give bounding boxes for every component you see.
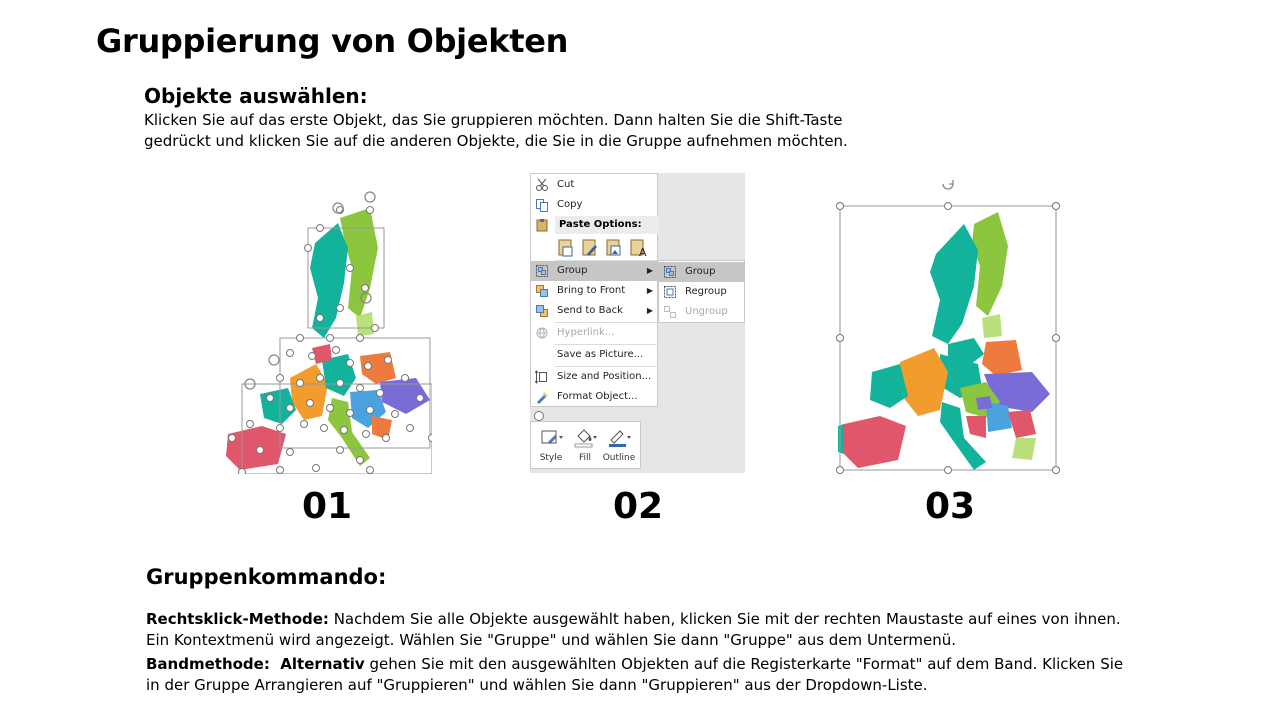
menu-item-size-and-position[interactable]: Size and Position... xyxy=(531,367,659,387)
paste-options-header: Paste Options: xyxy=(555,216,659,234)
group-icon xyxy=(535,264,549,278)
rotate-handle-icon xyxy=(943,180,953,189)
submenu-arrow-icon: ▶ xyxy=(646,286,653,295)
selection-handle xyxy=(534,411,544,421)
map-ungrouped-image xyxy=(220,188,432,474)
outline-pen-icon xyxy=(606,426,632,448)
section-text-select: Klicken Sie auf das erste Objekt, das Sie gruppieren möchten. Dann halten Sie die Shift-Taste gedrückt und klicken Sie auf die anderen Objekte, die Sie in die Gruppe aufnehmen möchten. xyxy=(144,111,848,150)
ribbon-method-paragraph: Bandmethode: Alternativ gehen Sie mit den ausgewählten Objekten auf die Registerkarte "Format" auf dem Band. Klicken Sie in der Gruppe Arrangieren auf "Gruppieren" und wählen Sie dann "Gruppieren" aus der Dropdown-Liste. xyxy=(146,655,1124,694)
paste-picture-icon xyxy=(607,240,620,255)
hyperlink-icon xyxy=(535,326,549,340)
step-number-02: 02 xyxy=(613,486,664,527)
paste-keep-source-icon xyxy=(559,240,572,256)
ungroup-icon xyxy=(663,305,677,319)
group-command-text xyxy=(146,609,1136,696)
copy-icon xyxy=(535,198,549,212)
right-click-method-paragraph: Rechtsklick-Methode: Nachdem Sie alle Objekte ausgewählt haben, klicken Sie mit der rechten Maustaste auf eines von ihnen. Ein Kontextmenü wird angezeigt. Wählen Sie "Gruppe" und wählen Sie dann "Gruppe" aus dem Untermenü. xyxy=(146,610,1121,649)
map-shapes xyxy=(838,212,1050,470)
submenu-arrow-icon: ▶ xyxy=(646,306,653,315)
step-number-03: 03 xyxy=(925,486,976,527)
menu-item-cut[interactable]: Cut xyxy=(531,175,659,195)
bring-to-front-icon xyxy=(535,284,549,298)
style-button[interactable]: Style xyxy=(533,426,569,466)
context-menu-screenshot xyxy=(530,173,745,473)
size-position-icon xyxy=(535,370,549,384)
submenu-arrow-icon: ▶ xyxy=(646,266,653,275)
menu-item-group[interactable]: Group ▶ xyxy=(531,261,659,281)
submenu-item-group[interactable]: Group xyxy=(659,262,745,282)
menu-item-hyperlink[interactable]: Hyperlink... xyxy=(531,323,659,343)
paste-icon xyxy=(535,218,549,232)
page-title: Gruppierung von Objekten xyxy=(96,22,569,60)
group-icon xyxy=(663,265,677,279)
scissors-icon xyxy=(535,178,549,192)
style-icon xyxy=(538,426,564,448)
mini-toolbar xyxy=(530,421,641,469)
group-submenu xyxy=(658,260,745,323)
paste-text-only-icon xyxy=(631,240,647,258)
section-heading-select: Objekte auswählen: xyxy=(144,84,368,108)
menu-item-copy[interactable]: Copy xyxy=(531,195,659,215)
submenu-item-ungroup[interactable]: Ungroup xyxy=(659,302,745,322)
submenu-item-regroup[interactable]: Regroup xyxy=(659,282,745,302)
paste-option-buttons xyxy=(557,238,657,258)
fill-button[interactable]: Fill xyxy=(567,426,603,466)
send-to-back-icon xyxy=(535,304,549,318)
outline-button[interactable]: Outline xyxy=(601,426,637,466)
section-heading-group-command: Gruppenkommando: xyxy=(146,565,387,589)
paste-use-destination-icon xyxy=(583,240,597,256)
fill-bucket-icon xyxy=(572,426,598,448)
step-number-01: 01 xyxy=(302,486,353,527)
menu-item-send-to-back[interactable]: Send to Back ▶ xyxy=(531,301,659,321)
menu-item-format-object[interactable]: Format Object... xyxy=(531,387,659,407)
svg-text:A: A xyxy=(639,246,647,258)
regroup-icon xyxy=(663,285,677,299)
menu-item-save-as-picture[interactable]: Save as Picture... xyxy=(557,349,644,360)
format-object-icon xyxy=(535,390,549,404)
map-grouped-image xyxy=(836,176,1062,476)
context-menu xyxy=(530,173,658,407)
menu-item-bring-to-front[interactable]: Bring to Front ▶ xyxy=(531,281,659,301)
